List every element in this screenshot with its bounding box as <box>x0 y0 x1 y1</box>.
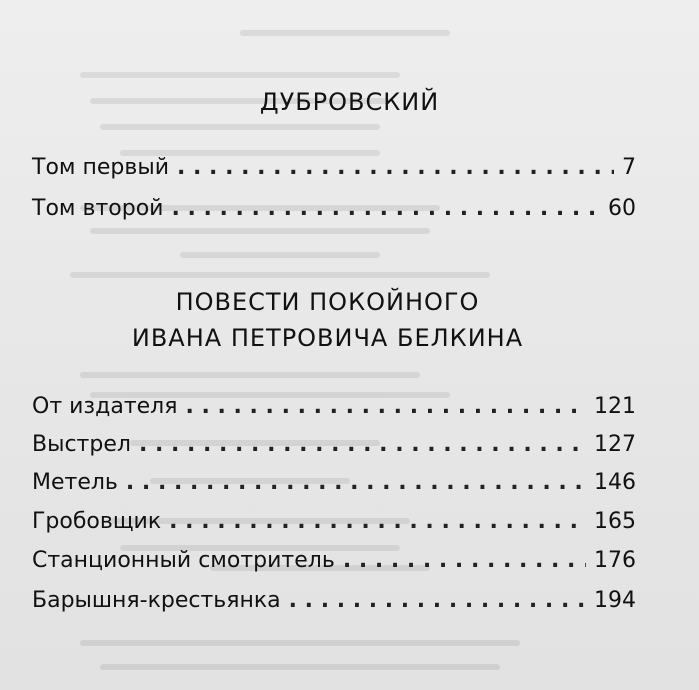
toc-entry-label: Барышня-крестьянка <box>32 588 281 613</box>
toc-entry[interactable] <box>32 548 636 573</box>
toc-page-number: 121 <box>594 394 636 419</box>
toc-page-number: 176 <box>594 548 636 573</box>
section-title-belkin-line2: ИВАНА ПЕТРОВИЧА БЕЛКИНА <box>131 324 524 352</box>
dot-leader <box>177 155 614 180</box>
section-title-belkin-line1: ПОВЕСТИ ПОКОЙНОГО <box>175 288 480 316</box>
section-title-dubrovsky: ДУБРОВСКИЙ <box>259 88 440 116</box>
toc-entry[interactable] <box>32 196 636 221</box>
toc-entry-label: Метель <box>32 470 118 495</box>
toc-page-number: 127 <box>594 432 636 457</box>
dot-leader <box>169 509 586 534</box>
toc-entry[interactable] <box>32 509 636 534</box>
toc-entry[interactable] <box>32 432 636 457</box>
toc-entry[interactable] <box>32 588 636 613</box>
dot-leader <box>139 432 586 457</box>
toc-page-number: 165 <box>594 509 636 534</box>
dot-leader <box>289 588 586 613</box>
toc-entry-label: Гробовщик <box>32 509 162 534</box>
dot-leader <box>126 470 586 495</box>
toc-page-number: 194 <box>594 588 636 613</box>
dot-leader <box>185 394 586 419</box>
dot-leader <box>171 196 600 221</box>
toc-entry-label: Выстрел <box>32 432 131 457</box>
dot-leader <box>343 548 586 573</box>
toc-entry-label: От издателя <box>32 394 178 419</box>
toc-entry-label: Том второй <box>32 196 164 221</box>
toc-page-number: 60 <box>608 196 636 221</box>
toc-page-number: 7 <box>622 155 636 180</box>
toc-entry[interactable] <box>32 155 636 180</box>
toc-entry-label: Том первый <box>32 155 170 180</box>
toc-entry[interactable] <box>32 394 636 419</box>
toc-entry-label: Станционный смотритель <box>32 548 335 573</box>
toc-entry[interactable] <box>32 470 636 495</box>
toc-page-number: 146 <box>594 470 636 495</box>
